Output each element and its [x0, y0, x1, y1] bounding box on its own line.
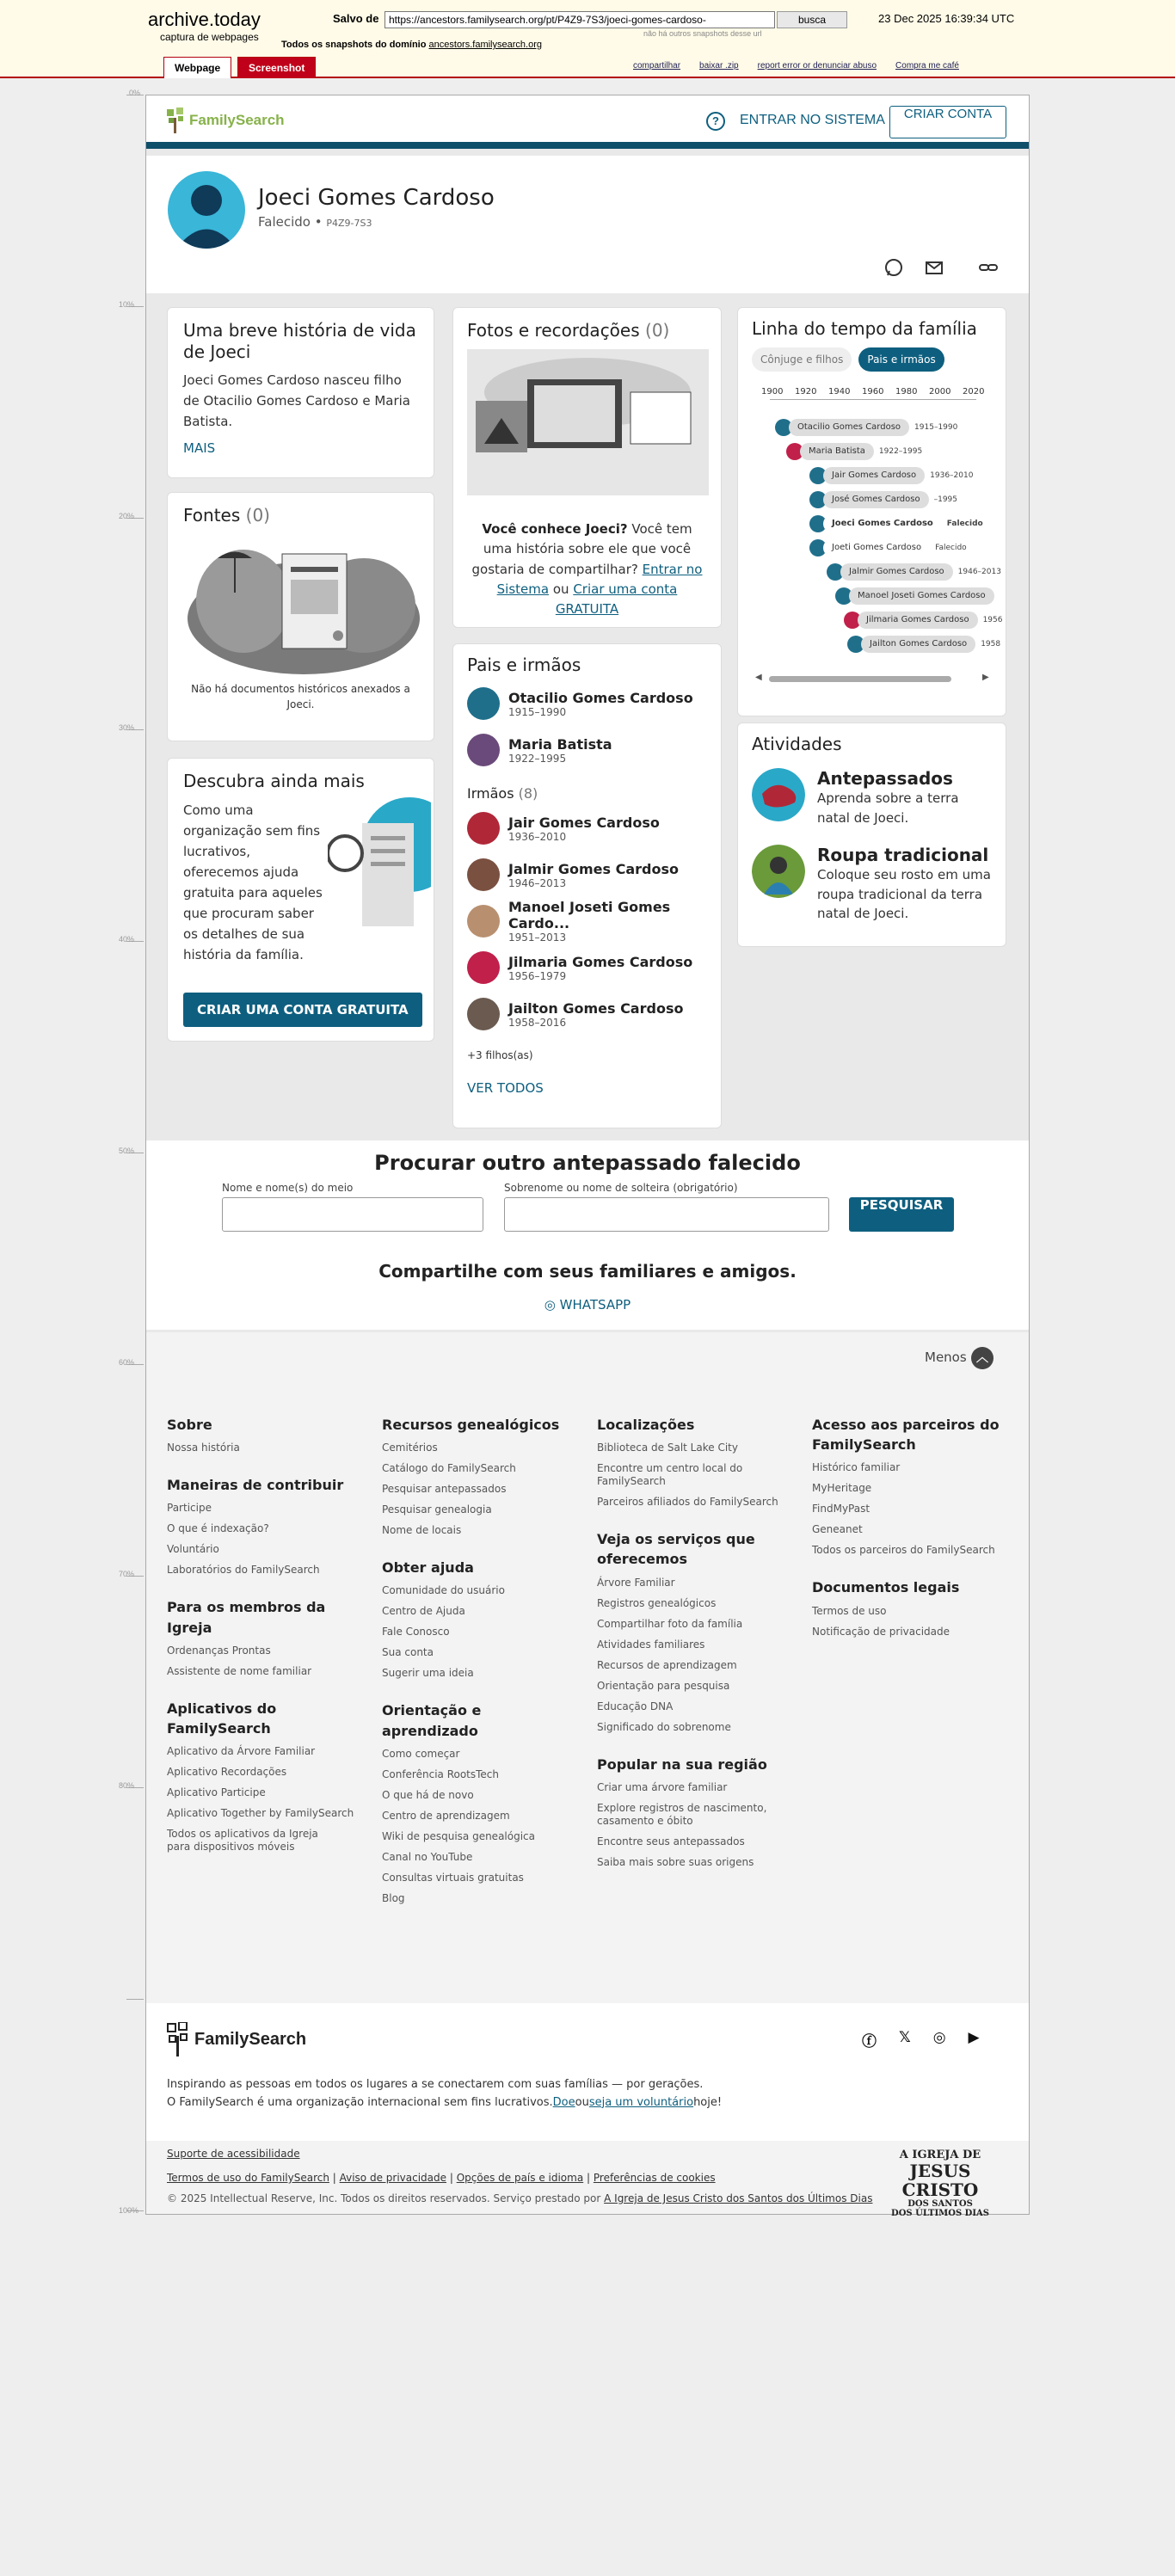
timeline-axis — [761, 387, 987, 404]
saved-from-label: Salvo de — [333, 12, 379, 25]
footer-section — [382, 1415, 580, 1537]
instagram-icon[interactable]: ◎ — [932, 2029, 946, 2046]
activity-text: Coloque seu rosto em uma roupa tradicional da terra natal de Joeci. — [817, 867, 991, 921]
timeline-card — [737, 307, 1006, 716]
family-title: Pais e irmãos — [467, 655, 581, 675]
person-avatar — [467, 858, 500, 891]
timeline-name: Manoel Joseti Gomes Cardoso — [849, 587, 994, 605]
siblings-list — [467, 805, 707, 1037]
activities-card — [737, 722, 1006, 947]
timeline-row[interactable] — [786, 443, 922, 460]
timeline-row[interactable] — [809, 491, 957, 508]
timeline-name: Joeci Gomes Cardoso — [823, 515, 942, 532]
timeline-years: 1936–2010 — [930, 471, 974, 480]
sibling-item[interactable] — [467, 851, 707, 898]
sibling-name: Jalmir Gomes Cardoso — [508, 860, 679, 877]
search-button[interactable]: busca — [777, 11, 847, 28]
photos-text: Você tem uma história sobre ele que você gostaria de compartilhar? — [471, 521, 692, 577]
footer-link[interactable]: Recursos de aprendizagem — [597, 1658, 737, 1671]
sources-title — [183, 505, 418, 526]
activities-title: Atividades — [752, 734, 842, 754]
family-card — [452, 643, 722, 1128]
person-name: Joeci Gomes Cardoso — [258, 185, 495, 211]
share-link[interactable]: compartilhar — [633, 61, 681, 71]
first-name-label: Nome e nome(s) do meio — [222, 1182, 354, 1194]
footer-heading: Veja os serviços que oferecemos — [597, 1531, 755, 1568]
scale-label: 10% — [119, 300, 135, 309]
tree-icon — [165, 2022, 191, 2056]
activities-list — [752, 768, 992, 924]
footer-link[interactable]: Termos de uso — [812, 1604, 887, 1617]
footer-heading: Localizações — [597, 1417, 695, 1433]
footer-link[interactable]: Explore registros de nascimento, casamento e óbito — [597, 1801, 767, 1827]
sibling-dates: 1936–2010 — [508, 830, 567, 843]
more-children: +3 filhos(as) — [467, 1049, 533, 1061]
scale-label: 70% — [119, 1570, 135, 1578]
church-link[interactable]: A Igreja de Jesus Cristo dos Santos dos Últimos Dias — [604, 2192, 873, 2204]
copyright — [167, 2192, 872, 2204]
facebook-icon[interactable]: ⓕ — [862, 2033, 877, 2050]
footer-link[interactable]: Encontre seus antepassados — [597, 1835, 745, 1847]
timeline-years: Falecido — [946, 520, 983, 528]
footer-link[interactable]: Todos os parceiros do FamilySearch — [812, 1544, 995, 1557]
timeline-row[interactable] — [847, 636, 1000, 653]
sign-in-link[interactable]: ENTRAR NO SISTEMA — [740, 113, 885, 127]
parent-dates: 1915–1990 — [508, 705, 567, 718]
photos-question: Você conhece Joeci? — [482, 521, 628, 537]
first-name-input[interactable] — [222, 1197, 483, 1232]
timeline-name: Jalmir Gomes Cardoso — [840, 563, 953, 581]
timeline-years: 1946–2013 — [957, 568, 1001, 576]
church-logo-line: DOS ÚLTIMOS DIAS — [891, 2209, 989, 2219]
footer-link[interactable]: Consultas virtuais gratuitas — [382, 1871, 524, 1884]
email-icon[interactable] — [924, 257, 944, 278]
church-logo-line: DOS SANTOS — [907, 2199, 973, 2210]
documents-illustration — [183, 532, 420, 674]
footer-column — [597, 1415, 795, 1890]
footer-mission — [167, 2076, 722, 2112]
scroll-left-icon[interactable]: ◀ — [755, 673, 762, 682]
footer-today: hoje! — [693, 2095, 723, 2109]
axis-year: 2000 — [929, 387, 951, 397]
footer-section — [597, 1415, 795, 1509]
sibling-item[interactable] — [467, 805, 707, 851]
footer-link[interactable]: Canal no YouTube — [382, 1850, 473, 1863]
sources-title-text: Fontes — [183, 505, 241, 526]
timeline-years: –1995 — [933, 495, 958, 504]
footer-link[interactable]: Significado do sobrenome — [597, 1720, 731, 1733]
tree-icon — [165, 108, 186, 133]
youtube-icon[interactable]: ▶ — [968, 2029, 980, 2046]
footer-link[interactable]: Registros genealógicos — [597, 1596, 717, 1609]
axis-year: 2020 — [963, 387, 985, 397]
parent-name: Otacilio Gomes Cardoso — [508, 689, 693, 706]
activity-text: Aprenda sobre a terra natal de Joeci. — [817, 790, 959, 826]
last-name-label: Sobrenome ou nome de solteira (obrigatório) — [504, 1182, 738, 1194]
siblings-heading — [467, 785, 707, 802]
parent-item[interactable] — [467, 680, 707, 727]
photos-card — [452, 307, 722, 628]
privacy-link[interactable]: Aviso de privacidade — [339, 2172, 447, 2184]
person-avatar — [467, 687, 500, 720]
scale-label: 60% — [119, 1358, 135, 1367]
footer-link[interactable]: FindMyPast — [812, 1503, 870, 1515]
photos-create-link[interactable]: Criar uma conta GRATUITA — [555, 581, 678, 617]
sibling-name: Jailton Gomes Cardoso — [508, 999, 684, 1017]
footer-link[interactable]: O que é indexação? — [167, 1522, 269, 1535]
snapshot-date: 23 Dec 2025 16:39:34 UTC — [878, 12, 1015, 25]
timeline-name: José Gomes Cardoso — [823, 491, 929, 508]
footer-link[interactable]: Pesquisar antepassados — [382, 1483, 507, 1496]
footer-section — [167, 1699, 365, 1854]
tab-spouse-children[interactable]: Cônjuge e filhos — [752, 347, 852, 372]
x-twitter-icon[interactable]: 𝕏 — [899, 2029, 911, 2046]
footer-heading: Maneiras de contribuir — [167, 1477, 344, 1494]
scale-label: 50% — [119, 1147, 135, 1155]
footer-link[interactable]: Nome de locais — [382, 1524, 462, 1537]
timeline-name: Joeti Gomes Cardoso — [823, 539, 930, 556]
timeline-tabs — [752, 347, 992, 372]
footer-link[interactable]: Centro de Ajuda — [382, 1605, 465, 1618]
archive-toolbar — [0, 0, 1175, 78]
timeline-row[interactable] — [844, 612, 1002, 629]
footer-link[interactable]: Como começar — [382, 1747, 460, 1760]
footer-link[interactable]: Educação DNA — [597, 1700, 674, 1712]
person-status: Falecido • P4Z9-7S3 — [258, 214, 372, 230]
report-link[interactable]: report error or denunciar abuso — [757, 61, 877, 71]
footer-link[interactable]: Geneanet — [812, 1523, 863, 1536]
activity-title: Roupa tradicional — [817, 845, 989, 865]
footer-link[interactable]: Aplicativo da Árvore Familiar — [167, 1745, 316, 1758]
axis-year: 1980 — [895, 387, 918, 397]
scale-tick — [126, 1999, 144, 2000]
timeline-name: Jailton Gomes Cardoso — [861, 636, 975, 653]
coffee-link[interactable]: Compra me café — [895, 61, 959, 71]
archive-actions — [633, 61, 959, 71]
footer-link[interactable]: MyHeritage — [812, 1482, 872, 1495]
footer-section — [812, 1415, 1010, 1557]
footer-org-line — [167, 2094, 722, 2112]
discover-text: Como uma organização sem fins lucrativos, oferecemos ajuda gratuita para aqueles que procuram saber os detalhes de sua história da família. — [183, 802, 323, 962]
footer-link[interactable]: Notificação de privacidade — [812, 1625, 950, 1638]
photos-or: ou — [549, 581, 574, 597]
axis-year: 1900 — [761, 387, 784, 397]
footer-link[interactable]: Histórico familiar — [812, 1461, 901, 1474]
footer-column — [382, 1415, 580, 1926]
timeline-row[interactable] — [809, 515, 983, 532]
footer-link[interactable]: Laboratórios do FamilySearch — [167, 1564, 320, 1577]
country-language-link[interactable]: Opções de país e idioma — [456, 2172, 584, 2184]
parent-dates: 1922–1995 — [508, 752, 567, 765]
timeline-years: 1958 — [981, 640, 1001, 649]
traditional-clothing-icon — [752, 845, 805, 898]
parent-item[interactable] — [467, 727, 707, 773]
discover-illustration — [328, 797, 431, 944]
church-logo[interactable] — [876, 2149, 1005, 2218]
timeline-row[interactable] — [809, 539, 967, 556]
timeline-years: 1956 — [982, 616, 1003, 624]
axis-year: 1920 — [795, 387, 817, 397]
archive-subtitle: captura de webpages — [160, 31, 259, 43]
link-icon[interactable] — [978, 257, 999, 278]
timeline-name: Maria Batista — [800, 443, 874, 460]
church-logo-line: JESUS CRISTO — [901, 2161, 979, 2201]
sibling-item[interactable] — [467, 944, 707, 991]
photos-sign-in-link[interactable]: Entrar no Sistema — [496, 561, 703, 597]
footer-section — [382, 1558, 580, 1680]
all-snapshots-label: Todos os snapshots do domínio — [281, 40, 427, 50]
photos-illustration — [467, 349, 709, 495]
footer-column — [812, 1415, 1010, 1659]
photos-title — [467, 320, 707, 341]
footer-section — [597, 1529, 795, 1733]
scale-label: 100% — [119, 2206, 139, 2215]
familysearch-logo[interactable] — [165, 108, 285, 133]
footer-link[interactable]: Conferência RootsTech — [382, 1768, 500, 1780]
timeline-years: 1915–1990 — [914, 423, 958, 432]
timeline-years: 1922–1995 — [878, 447, 923, 456]
all-snapshots — [281, 40, 542, 50]
sibling-item[interactable] — [467, 898, 707, 944]
archive-logo[interactable]: archive.today — [148, 9, 261, 30]
sources-card — [167, 492, 434, 741]
footer-heading: Aplicativos do FamilySearch — [167, 1700, 277, 1737]
photos-title-text: Fotos e recordações — [467, 320, 640, 341]
legal-links: Termos de uso do FamilySearch | Aviso de privacidade | Opções de país e idioma | Preferências de cookies — [167, 2172, 716, 2184]
activity-item[interactable] — [752, 768, 992, 827]
timeline-years: Falecido — [935, 544, 967, 552]
footer-link[interactable]: Comunidade do usuário — [382, 1584, 505, 1597]
copyright-text: © 2025 Intellectual Reserve, Inc. Todos os direitos reservados. Serviço prestado por — [167, 2192, 605, 2204]
see-all-link[interactable]: VER TODOS — [467, 1080, 544, 1096]
footer-section — [812, 1577, 1010, 1638]
scale-label: 40% — [119, 935, 135, 944]
whatsapp-icon[interactable] — [883, 257, 904, 278]
whatsapp-icon: ◎ — [544, 1297, 556, 1313]
discover-title: Descubra ainda mais — [183, 771, 365, 791]
timeline-row[interactable] — [809, 467, 973, 484]
create-account-button[interactable]: CRIAR CONTA — [889, 106, 1006, 138]
footer-link[interactable]: Centro de aprendizagem — [382, 1809, 510, 1822]
sibling-dates: 1946–2013 — [508, 876, 567, 889]
search-title: Procurar outro antepassado falecido — [374, 1151, 801, 1175]
footer-link[interactable]: Orientação para pesquisa — [597, 1679, 730, 1692]
activity-title: Antepassados — [817, 768, 953, 789]
story-title: Uma breve história de vida de Joeci — [183, 320, 416, 362]
footer-heading: Acesso aos parceiros do FamilySearch — [812, 1417, 1000, 1454]
share-heading: Compartilhe com seus familiares e amigos. — [378, 1261, 797, 1282]
scroll-right-icon[interactable]: ▶ — [982, 673, 989, 682]
footer-link[interactable]: Saiba mais sobre suas origens — [597, 1855, 754, 1868]
footer-heading: Popular na sua região — [597, 1755, 767, 1773]
footer-logo[interactable] — [165, 2022, 306, 2056]
footer-section — [167, 1475, 365, 1577]
person-id: P4Z9-7S3 — [326, 218, 372, 229]
footer-or: ou — [575, 2095, 589, 2109]
story-more-link[interactable]: MAIS — [183, 440, 216, 456]
no-other-snapshots[interactable]: não há outros snapshots desse url — [643, 29, 762, 38]
parents-list — [467, 680, 707, 773]
footer-link[interactable]: Parceiros afiliados do FamilySearch — [597, 1496, 778, 1509]
tab-screenshot[interactable]: Screenshot — [237, 57, 316, 78]
social-links — [862, 2029, 980, 2050]
footer-logo-text: FamilySearch — [194, 2029, 307, 2049]
scale-label: 20% — [119, 512, 135, 520]
axis-year: 1940 — [828, 387, 851, 397]
footer-link[interactable]: Aplicativo Recordações — [167, 1766, 287, 1779]
axis-year: 1960 — [862, 387, 884, 397]
footer-heading: Obter ajuda — [382, 1559, 474, 1577]
footer-heading: Sobre — [167, 1417, 212, 1433]
story-text: Joeci Gomes Cardoso nasceu filho de Otacilio Gomes Cardoso e Maria Batista. — [183, 372, 411, 429]
footer-link[interactable]: Nossa história — [167, 1442, 240, 1454]
sibling-dates: 1958–2016 — [508, 1016, 567, 1029]
person-avatar — [467, 951, 500, 984]
footer-link[interactable]: Blog — [382, 1891, 405, 1904]
footer-inspire: Inspirando as pessoas em todos os lugares a se conectarem com suas famílias — por gerações. — [167, 2078, 704, 2091]
globe-icon — [752, 768, 805, 821]
siblings-count: (8) — [518, 785, 538, 802]
footer-link[interactable]: Ordenanças Prontas — [167, 1644, 271, 1657]
person-avatar — [467, 812, 500, 845]
footer-section — [167, 1415, 365, 1454]
footer-link[interactable]: Pesquisar genealogia — [382, 1503, 492, 1516]
legal-bar — [146, 2141, 1029, 2219]
footer-heading: Recursos genealógicos — [382, 1417, 560, 1433]
footer-link[interactable]: Atividades familiares — [597, 1638, 705, 1651]
footer-link[interactable]: Voluntário — [167, 1543, 219, 1556]
sources-empty-text: Não há documentos históricos anexados a Joeci. — [191, 683, 410, 710]
status-text: Falecido — [258, 214, 311, 230]
person-banner — [146, 156, 1029, 293]
scale-label: 80% — [119, 1781, 135, 1790]
footer-link[interactable]: Encontre um centro local do FamilySearch — [597, 1462, 743, 1488]
activity-item[interactable] — [752, 845, 992, 924]
footer-link[interactable]: Fale Conosco — [382, 1626, 450, 1638]
footer-link[interactable]: Cemitérios — [382, 1442, 438, 1454]
site-footer — [146, 2003, 1029, 2219]
footer-section — [382, 1700, 580, 1904]
timeline-name: Jair Gomes Cardoso — [823, 467, 925, 484]
last-name-input[interactable] — [504, 1197, 829, 1232]
sibling-name: Jair Gomes Cardoso — [508, 814, 660, 831]
siblings-title: Irmãos — [467, 785, 514, 802]
footer-link[interactable]: Wiki de pesquisa genealógica — [382, 1829, 535, 1842]
donate-link[interactable]: Doe — [552, 2095, 575, 2109]
footer-link[interactable]: Compartilhar foto da família — [597, 1617, 743, 1630]
archived-page — [145, 95, 1030, 2219]
whatsapp-label: WHATSAPP — [559, 1297, 631, 1313]
help-icon[interactable]: ? — [706, 112, 725, 131]
footer-heading: Para os membros da Igreja — [167, 1599, 326, 1636]
church-logo-line: A IGREJA DE — [899, 2149, 981, 2161]
search-submit-button[interactable]: PESQUISAR — [849, 1197, 954, 1232]
person-avatar — [467, 998, 500, 1030]
scale-label: 0% — [129, 89, 141, 97]
sources-count: (0) — [245, 505, 270, 526]
footer-link[interactable]: O que há de novo — [382, 1788, 474, 1801]
terms-link[interactable]: Termos de uso do FamilySearch — [167, 2172, 329, 2184]
footer-link[interactable]: Árvore Familiar — [597, 1576, 675, 1589]
discover-card — [167, 758, 434, 1042]
footer-section — [167, 1597, 365, 1677]
timeline-name: Jilmaria Gomes Cardoso — [858, 612, 978, 629]
accessibility-link[interactable]: Suporte de acessibilidade — [167, 2148, 300, 2160]
footer-link[interactable]: Sugerir uma ideia — [382, 1667, 474, 1680]
timeline-row[interactable] — [835, 587, 1000, 605]
timeline-row[interactable] — [775, 419, 957, 436]
scale-label: 30% — [119, 723, 135, 732]
footer-org: O FamilySearch é uma organização internacional sem fins lucrativos. — [167, 2095, 553, 2109]
footer-link[interactable]: Todos os aplicativos da Igreja para dispositivos móveis — [167, 1828, 318, 1854]
url-input[interactable]: https://ancestors.familysearch.org/pt/P4Z9-7S3/joeci-gomes-cardoso- — [384, 11, 775, 28]
footer-link[interactable]: Biblioteca de Salt Lake City — [597, 1442, 738, 1454]
timeline-title: Linha do tempo da família — [752, 318, 977, 339]
footer-heading: Orientação e aprendizado — [382, 1702, 482, 1739]
sibling-dates: 1956–1979 — [508, 969, 567, 982]
collapse-label[interactable]: Menos — [925, 1349, 967, 1365]
footer-link[interactable]: Sua conta — [382, 1646, 434, 1659]
download-zip-link[interactable]: baixar .zip — [699, 61, 739, 71]
footer-column — [167, 1415, 365, 1874]
footer-link[interactable]: Assistente de nome familiar — [167, 1664, 312, 1677]
axis-line — [770, 399, 976, 400]
cookies-link[interactable]: Preferências de cookies — [593, 2172, 716, 2184]
sibling-item[interactable] — [467, 991, 707, 1037]
footer-link[interactable]: Catálogo do FamilySearch — [382, 1462, 516, 1475]
logo-text: FamilySearch — [189, 112, 285, 128]
footer-heading: Documentos legais — [812, 1579, 960, 1596]
whatsapp-share-link[interactable] — [146, 1297, 1029, 1313]
footer-links — [146, 1332, 1029, 2003]
search-section — [146, 1140, 1029, 1330]
person-avatar — [467, 734, 500, 766]
timeline-scrollbar[interactable] — [769, 676, 951, 682]
timeline-name: Otacilio Gomes Cardoso — [789, 419, 909, 436]
tab-parents-siblings[interactable]: Pais e irmãos — [858, 347, 944, 372]
photos-prompt — [467, 520, 707, 619]
timeline-row[interactable] — [827, 563, 1001, 581]
site-header — [146, 95, 1029, 149]
person-avatar — [467, 905, 500, 938]
domain-link[interactable]: ancestors.familysearch.org — [428, 40, 542, 50]
footer-link[interactable]: Aplicativo Together by FamilySearch — [167, 1807, 354, 1820]
tab-webpage[interactable]: Webpage — [163, 57, 231, 78]
create-free-account-button[interactable]: CRIAR UMA CONTA GRATUITA — [183, 993, 422, 1027]
male-avatar-icon — [168, 171, 245, 249]
footer-link[interactable]: Criar uma árvore familiar — [597, 1780, 728, 1793]
photos-count: (0) — [645, 320, 670, 341]
avatar — [168, 171, 245, 249]
chevron-up-icon[interactable]: ︿ — [971, 1347, 994, 1369]
parent-name: Maria Batista — [508, 735, 612, 753]
sibling-name: Manoel Joseti Gomes Cardo... — [508, 899, 671, 931]
footer-link[interactable]: Aplicativo Participe — [167, 1786, 266, 1799]
sibling-name: Jilmaria Gomes Cardoso — [508, 953, 693, 970]
footer-section — [597, 1755, 795, 1869]
volunteer-link[interactable]: seja um voluntário — [588, 2095, 694, 2109]
sibling-dates: 1951–2013 — [508, 931, 567, 944]
story-card — [167, 307, 434, 478]
footer-link[interactable]: Participe — [167, 1502, 212, 1515]
